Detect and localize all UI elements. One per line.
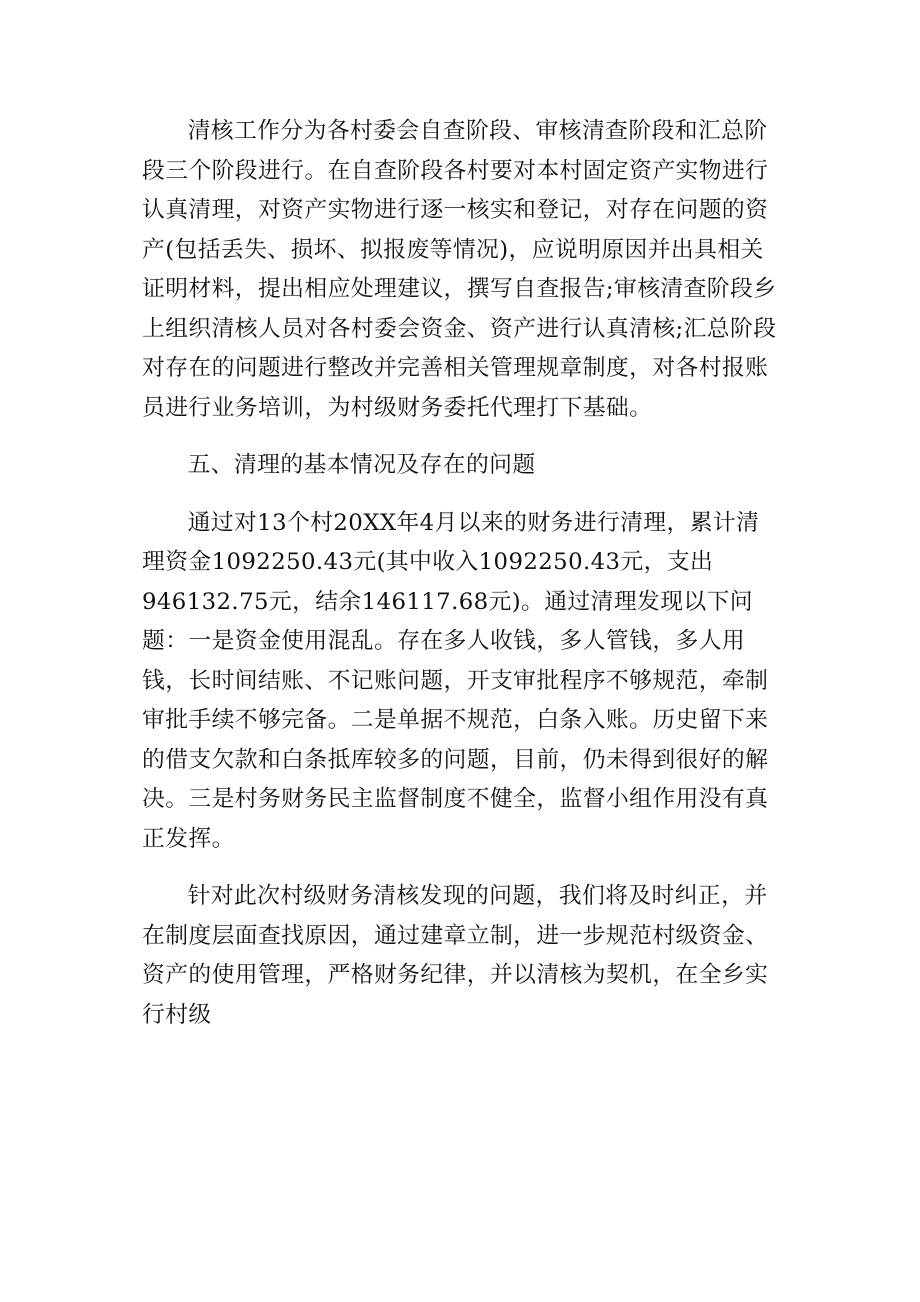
paragraph-corrective-measures: 针对此次村级财务清核发现的问题，我们将及时纠正，并在制度层面查找原因，通过建章立制，进一步规范村级资金、资产的使用管理，严格财务纪律，并以清核为契机，在全乡实行村级 xyxy=(142,883,769,1028)
paragraph-audit-stages: 清核工作分为各村委会自查阶段、审核清查阶段和汇总阶段三个阶段进行。在自查阶段各村要对本村固定资产实物进行认真清理，对资产实物进行逐一核实和登记，对存在问题的资产(包括丢失、损坏、拟报废等情况)，应说明原因并出具相关证明材料，提出相应处理建议，撰写自查报告;审核清查阶段乡上组织清核人员对各村委会资金、资产进行认真清核;汇总阶段对存在的问题进行整改并完善相关管理规章制度，对各村报账员进行业务培训，为村级财务委托代理打下基础。 xyxy=(142,118,777,421)
section-heading-five: 五、清理的基本情况及存在的问题 xyxy=(187,452,536,478)
paragraph-basic-situation: 通过对13个村20XX年4月以来的财务进行清理，累计清理资金1092250.43元(其中收入1092250.43元，支出946132.75元，结余146117.68元)。通过清理发现以下问题：一是资金使用混乱。存在多人收钱，多人管钱，多人用钱，长时间结账、不记账问题，开支审批程序不够规范，牵制审批手续不够完备。二是单据不规范，白条入账。历史留下来的借支欠款和白条抵库较多的问题，目前，仍未得到很好的解决。三是村务财务民主监督制度不健全，监督小组作用没有真正发挥。 xyxy=(142,509,769,852)
document-body xyxy=(142,112,782,1035)
